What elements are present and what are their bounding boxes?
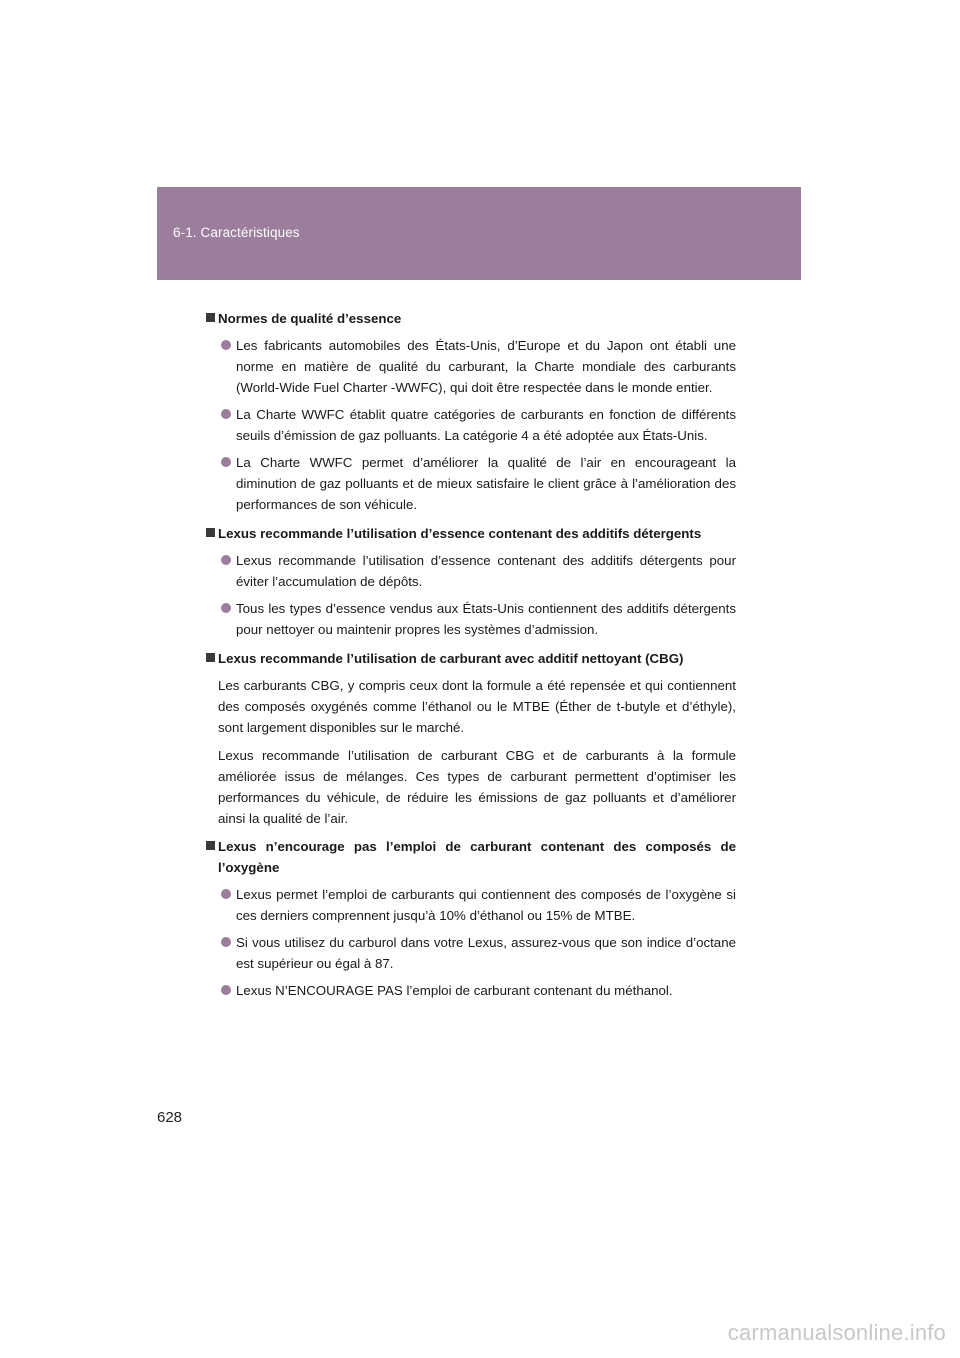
bullet-list xyxy=(206,884,736,1001)
watermark: carmanualsonline.info xyxy=(727,1320,946,1345)
section-title-text: Normes de qualité d’essence xyxy=(218,311,402,326)
section-title xyxy=(206,308,736,329)
section-oxygenated-fuel xyxy=(206,836,736,1001)
section-detergent-additives xyxy=(206,523,736,640)
list-item xyxy=(206,980,736,1001)
list-item xyxy=(206,452,736,515)
list-item xyxy=(206,404,736,446)
square-bullet-icon xyxy=(206,841,215,850)
section-title-text: Lexus n’encourage pas l’emploi de carburant contenant des composés de l’oxygène xyxy=(218,839,736,875)
list-item xyxy=(206,550,736,592)
list-item-text: La Charte WWFC permet d’améliorer la qualité de l’air en encourageant la diminution de gaz polluants et de mieux satisfaire le client grâce à l’amélioration des performances de son véhicule. xyxy=(236,455,736,512)
round-bullet-icon xyxy=(221,340,231,350)
round-bullet-icon xyxy=(221,985,231,995)
section-title xyxy=(206,523,736,544)
square-bullet-icon xyxy=(206,528,215,537)
round-bullet-icon xyxy=(221,937,231,947)
round-bullet-icon xyxy=(221,603,231,613)
list-item-text: Les fabricants automobiles des États-Unis, d’Europe et du Japon ont établi une norme en matière de qualité du carburant, la Charte mondiale des carburants (World-Wide Fuel Charter -WWFC), qui doit être respectée dans le monde entier. xyxy=(236,338,736,395)
square-bullet-icon xyxy=(206,313,215,322)
list-item-text: Lexus recommande l’utilisation d’essence contenant des additifs détergents pour éviter l’accumulation de dépôts. xyxy=(236,553,736,589)
section-title-text: Lexus recommande l’utilisation d’essence contenant des additifs détergents xyxy=(218,526,702,541)
page-number: 628 xyxy=(157,1109,183,1126)
section-title xyxy=(206,836,736,878)
list-item-text: Lexus N’ENCOURAGE PAS l’emploi de carburant contenant du méthanol. xyxy=(236,983,673,998)
list-item-text: La Charte WWFC établit quatre catégories de carburants en fonction de différents seuils d’émission de gaz polluants. La catégorie 4 a été adoptée aux États-Unis. xyxy=(236,407,736,443)
list-item xyxy=(206,932,736,974)
list-item-text: Lexus permet l’emploi de carburants qui contiennent des composés de l’oxygène si ces derniers comprennent jusqu’à 10% d’éthanol ou 15% de MTBE. xyxy=(236,887,736,923)
round-bullet-icon xyxy=(221,457,231,467)
section-header-title: 6-1. Caractéristiques xyxy=(173,225,300,240)
section-cbg-fuel xyxy=(206,648,736,829)
round-bullet-icon xyxy=(221,555,231,565)
page-content xyxy=(206,308,736,1009)
list-item xyxy=(206,598,736,640)
list-item-text: Si vous utilisez du carburol dans votre Lexus, assurez-vous que son indice d’octane est supérieur ou égal à 87. xyxy=(236,935,736,971)
round-bullet-icon xyxy=(221,889,231,899)
bullet-list xyxy=(206,335,736,515)
section-fuel-quality-standards xyxy=(206,308,736,515)
section-title xyxy=(206,648,736,669)
section-title-text: Lexus recommande l’utilisation de carburant avec additif nettoyant (CBG) xyxy=(218,651,684,666)
list-item xyxy=(206,884,736,926)
square-bullet-icon xyxy=(206,653,215,662)
paragraph: Lexus recommande l’utilisation de carburant CBG et de carburants à la formule améliorée issus de mélanges. Ces types de carburant permettent d’optimiser les performances du véhicule, de réduire les émissions de gaz polluants et d’améliorer ainsi la qualité de l’air. xyxy=(218,748,736,826)
list-item xyxy=(206,335,736,398)
paragraph: Les carburants CBG, y compris ceux dont la formule a été repensée et qui contiennent des composés oxygénés comme l’éthanol ou le MTBE (Éther de t-butyle et d’éthyle), sont largement disponibles sur le marché. xyxy=(218,678,736,735)
bullet-list xyxy=(206,550,736,640)
round-bullet-icon xyxy=(221,409,231,419)
list-item-text: Tous les types d’essence vendus aux États-Unis contiennent des additifs détergents pour nettoyer ou maintenir propres les systèmes d’admission. xyxy=(236,601,736,637)
